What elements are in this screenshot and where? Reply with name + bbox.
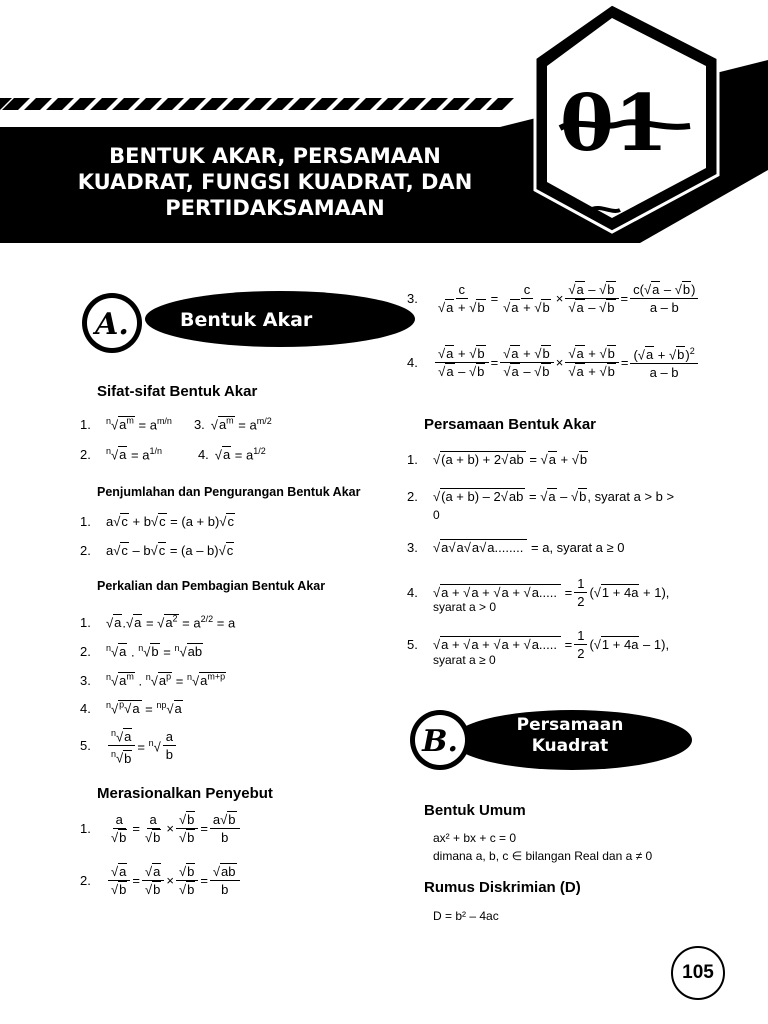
rasional-row-3: 3. $\frac{c}{√a + √b}$ = $\frac{c}{√a + √b}$ × $\frac{√a - √b}{√a - √b}$ = $\frac{c(√a - √b)}{a - b}$ <box>407 282 700 315</box>
chapter-number: 01 <box>559 78 669 169</box>
formula: $^n$√a . $^n$√b = $^n$√ab <box>106 643 203 660</box>
sifat-row-1 <box>80 416 272 432</box>
persamaan-akar-row-3: 3. √a√a√a√a........ = a , syarat a ≥ 0 <box>407 540 625 555</box>
item-number: 2. <box>80 446 91 462</box>
heading-sifat: Sifat-sifat Bentuk Akar <box>97 383 258 400</box>
perkalian-row-1 <box>80 614 235 630</box>
chapter-title-line-2: KUADRAT, FUNGSI KUADRAT, DAN <box>77 170 473 194</box>
item-number: 1. <box>80 416 91 432</box>
item-number: 1. <box>80 821 91 836</box>
heading-persamaan-akar: Persamaan Bentuk Akar <box>424 416 597 433</box>
section-a-title: Bentuk Akar <box>180 309 313 331</box>
section-b-title <box>510 715 630 757</box>
heading-diskriminan: Rumus Diskrimian (D) <box>424 879 581 896</box>
syarat-4: syarat a > 0 <box>433 600 497 614</box>
perkalian-row-2 <box>80 643 203 659</box>
item-number: 2. <box>80 643 91 659</box>
chapter-title-line-1: BENTUK AKAR, PERSAMAAN <box>109 144 441 168</box>
header-stripes <box>0 98 514 110</box>
penjumlahan-row-1 <box>80 514 235 529</box>
formula: a√c + b√c = (a + b)√c <box>106 514 234 529</box>
formula: $^n√a = a^{1/n}$ <box>106 446 162 463</box>
item-number: 3. <box>193 416 205 432</box>
persamaan-akar-row-1: 1. √(a + b) + 2√ab = √a + √b <box>407 452 588 467</box>
penjumlahan-row-2 <box>80 543 234 558</box>
heading-penjumlahan: Penjumlahan dan Pengurangan Bentuk Akar <box>97 485 361 499</box>
section-b-title-line-2: Kuadrat <box>531 736 609 756</box>
formula: a√c – b√c = (a – b)√c <box>106 543 234 558</box>
chapter-title-line-3: PERTIDAKSAMAAN <box>165 196 385 220</box>
item-number: 3. <box>407 291 418 306</box>
item-number: 4. <box>407 354 418 370</box>
formula: $^n√a^m = a^{m/n}$ <box>106 416 172 433</box>
item-number: 3. <box>80 672 91 688</box>
item-number: 2. <box>407 489 418 504</box>
formula: $√a = a^{1/2}$ <box>214 446 266 463</box>
perkalian-row-4 <box>80 700 183 716</box>
heading-merasionalkan: Merasionalkan Penyebut <box>97 785 273 802</box>
item-number: 4. <box>407 585 418 600</box>
formula: $√a.√a = √a^2 = a^{2/2} = a$ <box>106 614 236 631</box>
syarat-text: , syarat a ≥ 0 <box>549 540 625 555</box>
syarat-text: , syarat a > b > <box>587 489 675 504</box>
item-number: 5. <box>407 637 418 652</box>
sifat-row-2 <box>80 446 266 462</box>
diskriminan-formula: D = b² – 4ac <box>433 909 499 923</box>
item-number: 1. <box>407 452 418 467</box>
bentuk-umum-line-2: dimana a, b, c ∈ bilangan Real dan a ≠ 0 <box>433 849 653 863</box>
item-number: 2. <box>80 873 91 888</box>
item-number: 4. <box>80 700 91 716</box>
item-number: 2. <box>80 543 91 558</box>
persamaan-akar-row-2: 2. √(a + b) – 2√ab = √a – √b , syarat a > b > <box>407 489 675 504</box>
formula: $√a^m = a^{m/2}$ <box>210 416 272 433</box>
heading-perkalian: Perkalian dan Pembagian Bentuk Akar <box>97 579 326 593</box>
bentuk-umum-line-1: ax² + bx + c = 0 <box>433 831 517 845</box>
perkalian-row-5: 5. $\frac{^n√a}{^n√b}$ = $^n$√ $\frac{a}{b}$ <box>80 726 178 766</box>
merasionalkan-row-2: 2. $\frac{√a}{√b}$ = $\frac{√a}{√b}$ × $\frac{√b}{√b}$ = $\frac{√ab}{b}$ <box>80 864 242 897</box>
item-number: 1. <box>80 614 91 630</box>
formula: $^n$√$^p$√a = $^{np}$√a <box>106 700 182 717</box>
section-b-title-line-1: Persamaan <box>516 715 624 735</box>
merasionalkan-row-1: 1. $\frac{a}{√b}$ = $\frac{a}{√b}$ × $\frac{√b}{√b}$ = $\frac{a√b}{b}$ <box>80 812 242 845</box>
item-number: 3. <box>407 540 418 555</box>
syarat-5: syarat a ≥ 0 <box>433 653 496 667</box>
rasional-row-4: 4. $\frac{√a + √b}{√a - √b}$ = $\frac{√a + √b}{√a - √b}$ × $\frac{√a + √b}{√a + √b}$ = $\frac{(√a + √b)^2}{a - b}$ <box>407 344 700 380</box>
perkalian-row-3 <box>80 672 226 688</box>
chapter-header-graphic <box>0 0 768 260</box>
persamaan-akar-row-4: 4. √a + √a + √a + √a..... = $\frac{1}{2}$ (√1 + 4a + 1), <box>407 576 670 609</box>
page-number: 105 <box>671 946 725 1000</box>
item-number: 1. <box>80 514 91 529</box>
section-a-letter: A. <box>95 307 129 342</box>
formula: $\frac{a}{b}$ <box>163 729 176 762</box>
formula: $^n√a^m$ . $^n√a^p = ^n√a^{m+p}$ <box>106 672 226 689</box>
heading-bentuk-umum: Bentuk Umum <box>424 802 526 819</box>
chapter-title <box>40 143 510 221</box>
persamaan-akar-row-5: 5. √a + √a + √a + √a..... = $\frac{1}{2}$ (√1 + 4a – 1), <box>407 628 670 661</box>
syarat-zero: 0 <box>433 508 440 522</box>
formula: $\frac{^n√a}{^n√b}$ <box>108 726 135 766</box>
item-number: 5. <box>80 738 91 754</box>
item-number: 4. <box>197 446 209 462</box>
section-b-letter: B. <box>422 724 458 759</box>
